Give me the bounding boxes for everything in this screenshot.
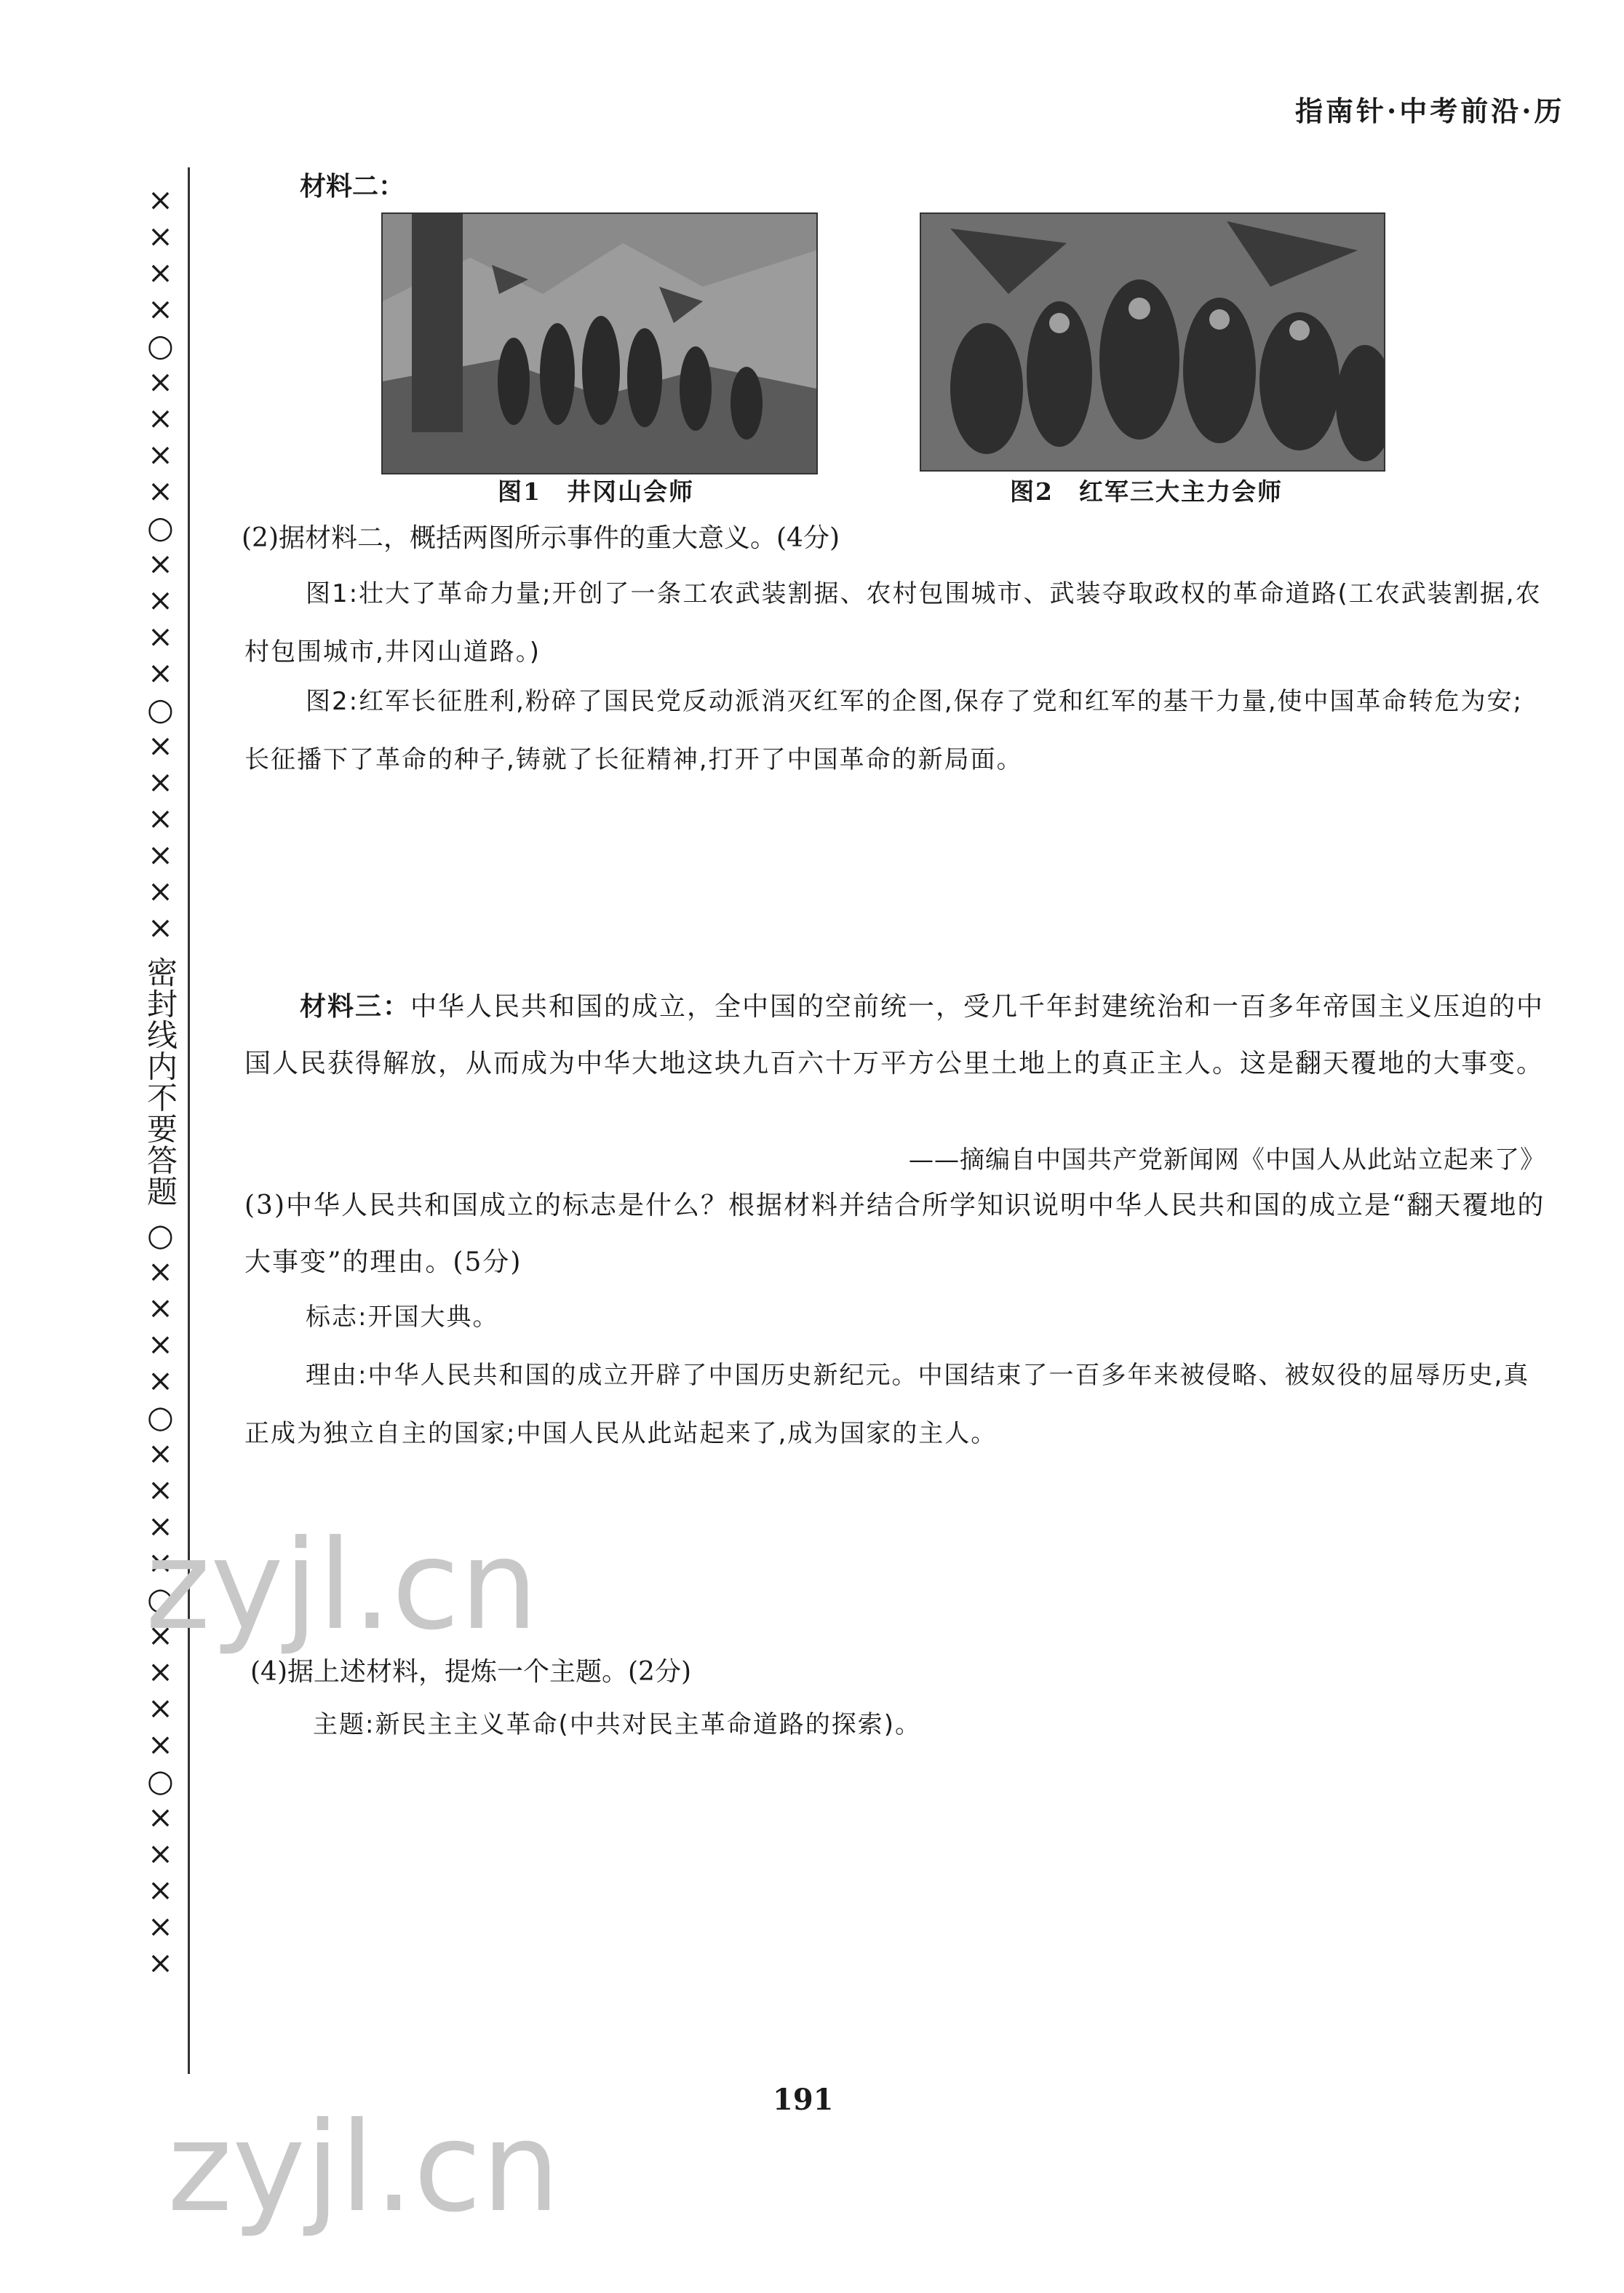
figure2-caption: 图2 红军三大主力会师 [1010,477,1283,506]
material2-label: 材料二： [300,171,405,202]
seal-line-notice: ××××○××××○××××○×××××× 密封线内不要答题 ○××××○××××○××××○××××× [143,182,178,1982]
answer-2-figure1: 图1:壮大了革命力量;开创了一条工农武装割据、农村包围城市、武装夺取政权的革命道路(工农武装割据,农村包围城市,井冈山道路。) [244,579,1542,667]
material3-text: 中华人民共和国的成立，全中国的空前统一，受几千年封建统治和一百多年帝国主义压迫的中国人民获得解放，从而成为中华大地这块九百六十万平方公里土地上的真正主人。这是翻天覆地的大事变。 [244,992,1545,1078]
page-number: 191 [773,2083,834,2117]
answer-3-reason: 理由:中华人民共和国的成立开辟了中国历史新纪元。中国结束了一百多年来被侵略、被奴役的屈辱历史,真正成为独立自主的国家;中国人民从此站起来了,成为国家的主人。 [244,1361,1530,1448]
watermark-bottom: zyjl.cn [167,2096,560,2240]
material3-source: ——摘编自中国共产党新闻网《中国人从此站立起来了》 [909,1145,1545,1175]
figure1-caption: 图1 井冈山会师 [498,477,694,506]
answer-3-mark: 标志:开国大典。 [306,1303,499,1332]
page-header: 指南针·中考前沿·历 [1295,95,1565,127]
question-3: (3)中华人民共和国成立的标志是什么？根据材料并结合所学知识说明中华人民共和国的成立是“翻天覆地的大事变”的理由。(5分) [244,1191,1545,1277]
question-2: (2)据材料二，概括两图所示事件的重大意义。(4分) [242,523,840,553]
material3-block [244,978,1545,1092]
figure1-image [381,212,818,474]
answer-2-figure2: 图2:红军长征胜利,粉碎了国民党反动派消灭红军的企图,保存了党和红军的基干力量,使中国革命转危为安;长征播下了革命的种子,铸就了长征精神,打开了中国革命的新局面。 [244,687,1523,774]
seal-line [188,167,190,2074]
question-4: (4)据上述材料，提炼一个主题。(2分) [250,1657,691,1687]
watermark-mid: zyjl.cn [146,1514,538,1658]
answer-4: 主题:新民主主义革命(中共对民主革命道路的探索)。 [313,1710,921,1739]
figure2-image [920,212,1385,472]
material3-label: 材料三： [300,991,411,1022]
